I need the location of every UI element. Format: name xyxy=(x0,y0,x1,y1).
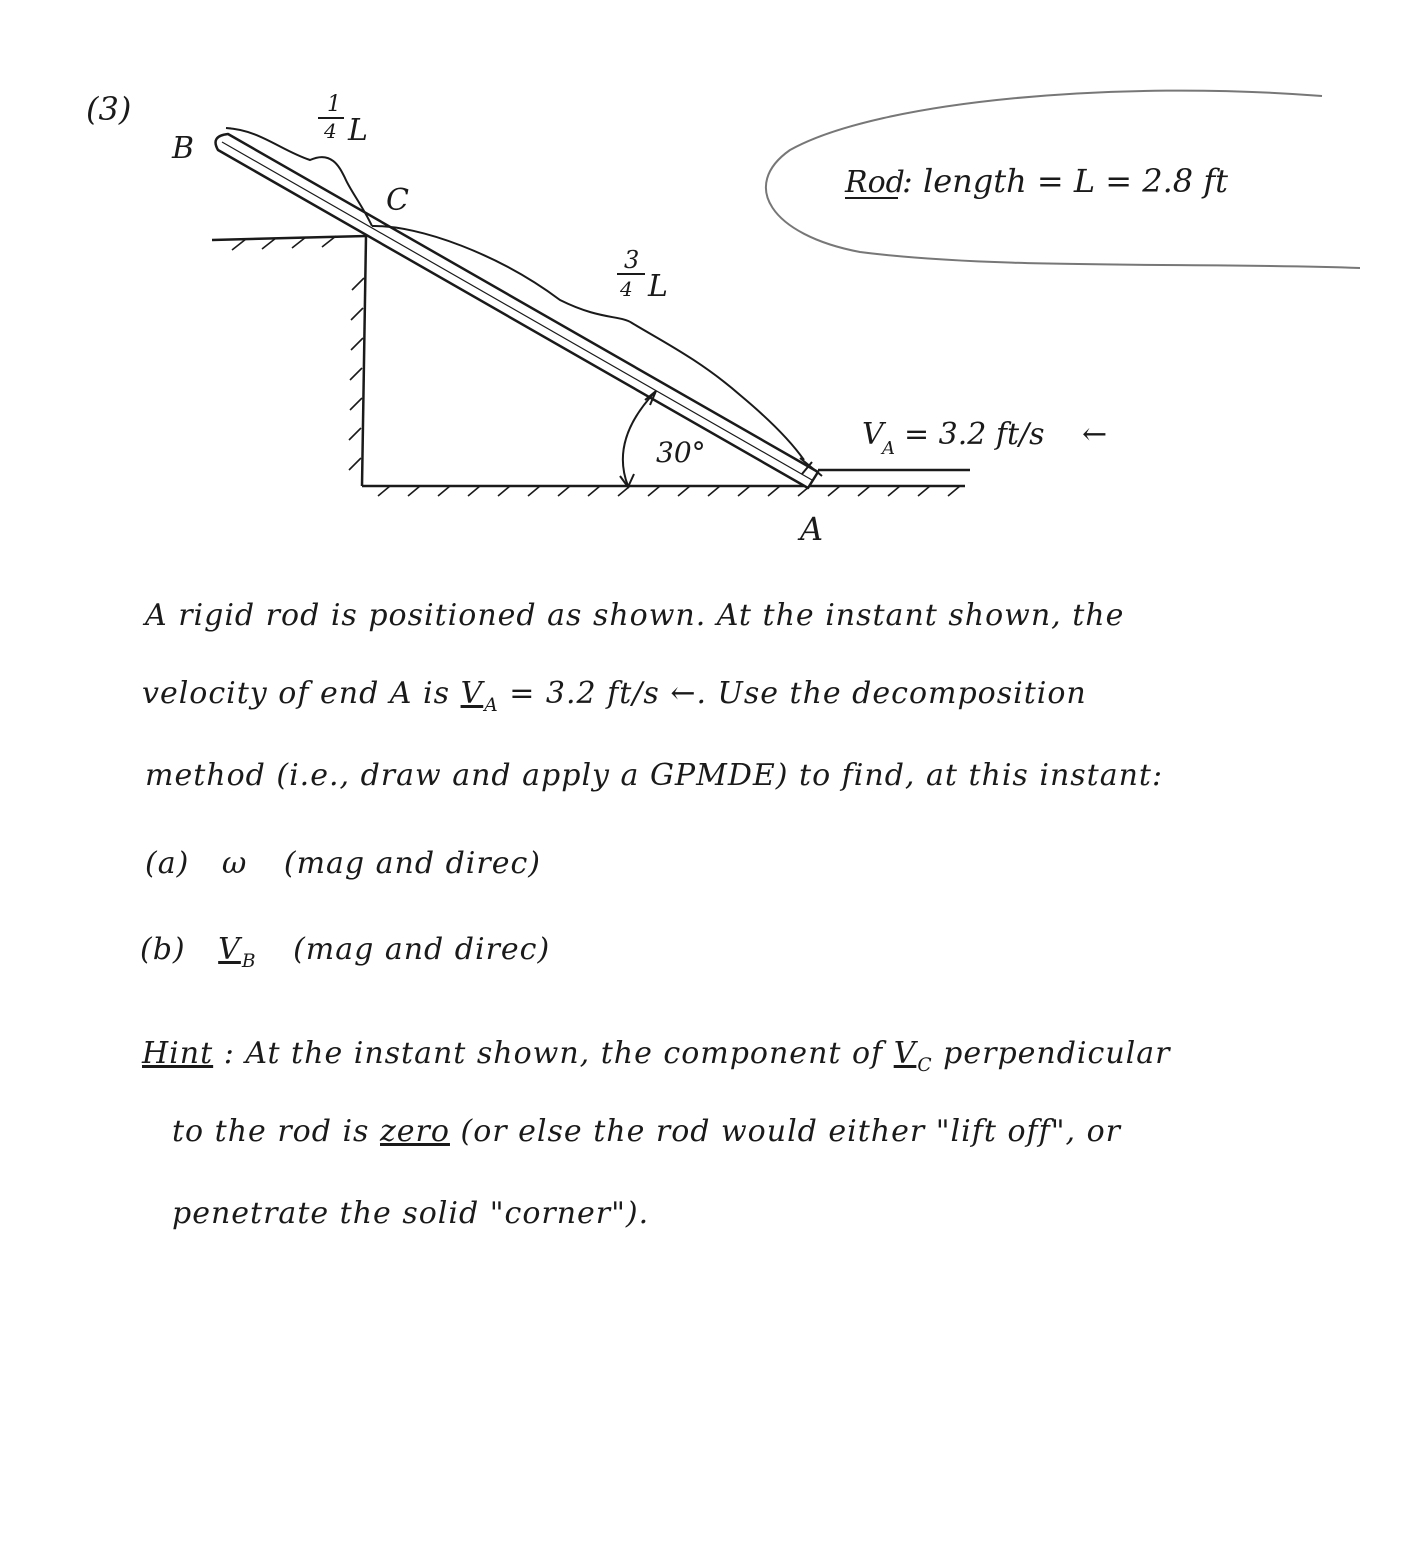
omega-symbol: ω xyxy=(221,846,248,881)
part-b: (b) $V_B$ (mag and direc) xyxy=(140,932,551,973)
upper-surface xyxy=(212,236,366,240)
floor-hatching xyxy=(378,486,960,496)
statement-line-3: method (i.e., draw and apply a GPMDE) to find, at this instant: xyxy=(145,758,1164,793)
velocity-c-symbol: V xyxy=(893,1036,917,1071)
quarter-den: 4 xyxy=(324,119,337,143)
velocity-subscript: A xyxy=(882,438,895,459)
angle-arc xyxy=(623,392,655,486)
bubble-text: : length = L = 2.8 ft xyxy=(902,162,1229,200)
three-quarter-num: 3 xyxy=(624,246,640,274)
velocity-value: = 3.2 ft/s xyxy=(904,417,1045,452)
point-c-label: C xyxy=(386,183,409,218)
statement-line-1: A rigid rod is positioned as shown. At the instant shown, the xyxy=(145,598,1125,633)
wall xyxy=(362,236,366,486)
velocity-symbol: V xyxy=(862,417,884,452)
problem-number: (3) xyxy=(86,90,132,128)
point-a-label: A xyxy=(800,510,824,548)
three-quarter-l: L xyxy=(648,269,668,304)
velocity-a-symbol: V xyxy=(460,676,484,711)
hint-line-1: Hint : At the instant shown, the component of $V_C$ perpendicular xyxy=(142,1036,1171,1077)
hint-line-2: to the rod is zero (or else the rod would either "lift off", or xyxy=(172,1114,1121,1149)
angle-label: 30° xyxy=(656,436,706,469)
part-a: (a) ω (mag and direc) xyxy=(145,846,541,881)
quarter-num: 1 xyxy=(327,92,341,117)
three-quarter-den: 4 xyxy=(620,277,633,301)
point-b-label: B xyxy=(172,131,195,166)
hint-label: Hint xyxy=(142,1036,214,1071)
rod-centerline xyxy=(222,142,812,480)
hint-line-3: penetrate the solid "corner"). xyxy=(172,1196,650,1231)
bubble-label: Rod xyxy=(845,165,905,200)
velocity-arrow: ← xyxy=(1082,417,1108,452)
velocity-b-symbol: V xyxy=(218,932,241,967)
statement-line-2: velocity of end A is $V_A = 3.2$ ft/s ←. Use the decomposition xyxy=(142,676,1087,717)
quarter-l: L xyxy=(348,113,368,148)
zero-emphasis: zero xyxy=(380,1114,450,1149)
